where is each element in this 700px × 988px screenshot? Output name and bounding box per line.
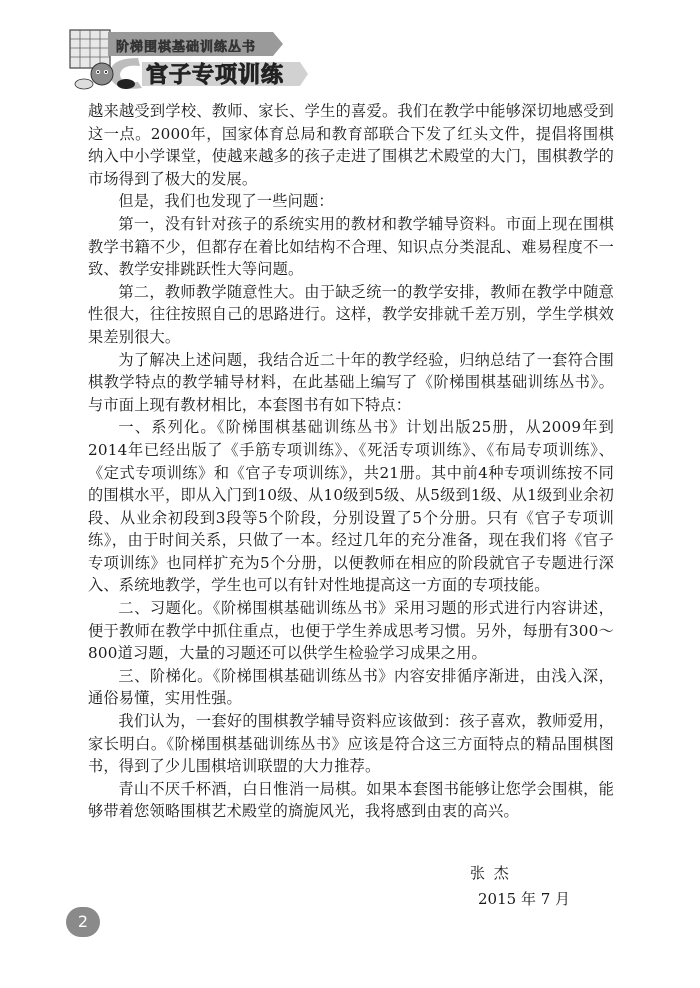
paragraph: 越来越受到学校、教师、家长、学生的喜爱。我们在教学中能够深切地感受到这一点。2000年，国家体育总局和教育部联合下发了红头文件，提倡将围棋纳入中小学课堂，使越来越多的孩子走进了围棋艺术殿堂的大门，围棋教学的市场得到了极大的发展。 <box>88 102 614 188</box>
paragraph: 为了解决上述问题，我结合近二十年的教学经验，归纳总结了一套符合围棋教学特点的教学辅导材料，在此基础上编写了《阶梯围棋基础训练丛书》。与市面上现有教材相比，本套图书有如下特点： <box>88 350 614 414</box>
paragraph: 第二，教师教学随意性大。由于缺乏统一的教学安排，教师在教学中随意性很大，往往按照自己的思路进行。这样，教学安排就千差万别，学生学棋效果差别很大。 <box>88 282 614 346</box>
paragraph: 二、习题化。《阶梯围棋基础训练丛书》采用习题的形式进行内容讲述，便于教师在教学中抓住重点，也便于学生养成思考习惯。另外，每册有300～800道习题，大量的习题还可以供学生检验学习成果之用。 <box>88 599 614 663</box>
book-header <box>68 22 368 94</box>
paragraph: 三、阶梯化。《阶梯围棋基础训练丛书》内容安排循序渐进，由浅入深，通俗易懂，实用性强。 <box>88 666 614 708</box>
series-title: 阶梯围棋基础训练丛书 <box>116 40 257 55</box>
paragraph: 我们认为，一套好的围棋教学辅导资料应该做到：孩子喜欢，教师爱用，家长明白。《阶梯围棋基础训练丛书》应该是符合这三方面特点的精品围棋图书，得到了少儿围棋培训联盟的大力推荐。 <box>88 712 614 776</box>
paragraph: 一、系列化。《阶梯围棋基础训练丛书》计划出版25册，从2009年到2014年已经出版了《手筋专项训练》、《死活专项训练》、《布局专项训练》、《定式专项训练》和《官子专项训练》，共21册。其中前4种专项训练按不同的围棋水平，即从入门到10级、从10级到5级、从5级到1级、从1级到业余初段、从业余初段到3段等5个阶段，分别设置了5个分册。只有《官子专项训练》，由于时间关系，只做了一本。经过几年的充分准备，现在我们将《官子专项训练》也同样扩充为5个分册，以便教师在相应的阶段就官子专题进行深入、系统地教学，学生也可以有针对性地提高这一方面的专项技能。 <box>88 418 614 595</box>
paragraph: 但是，我们也发现了一些问题： <box>118 192 334 211</box>
paragraph: 第一，没有针对孩子的系统实用的教材和教学辅导资料。市面上现在围棋教学书籍不少，但都存在着比如结构不合理、知识点分类混乱、难易程度不一致、教学安排跳跃性大等问题。 <box>88 214 614 279</box>
signature-date: 2015 年 7 月 <box>478 890 571 908</box>
preface-body <box>88 100 614 823</box>
book-title: 官子专项训练 <box>146 63 285 88</box>
author-signature: 张 杰 <box>470 864 511 882</box>
page-number-badge: 2 <box>66 907 100 937</box>
paragraph: 青山不厌千杯酒，白日惟消一局棋。如果本套图书能够让您学会围棋，能够带着您领略围棋艺术殿堂的旖旎风光，我将感到由衷的高兴。 <box>88 779 614 821</box>
